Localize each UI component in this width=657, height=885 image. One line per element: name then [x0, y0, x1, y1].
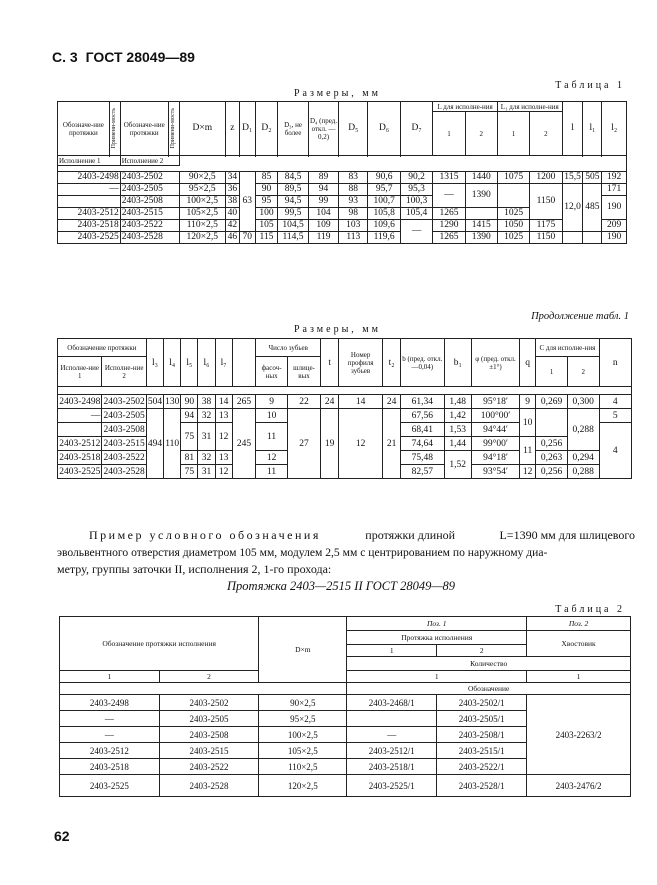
page-label: С. 3: [52, 49, 78, 65]
table1-label: Таблица 1: [555, 80, 625, 91]
t1-h-L-1: 1: [433, 112, 465, 156]
t1-h-L: L для исполне-ния: [433, 102, 498, 112]
table-row: 2403-2518 2403-2522 81 32 13 12 75,48 1,52 94°18′ 0,263 0,294: [58, 451, 632, 465]
t2-h-designation: Обозначение протяжки: [58, 339, 147, 357]
t1-h-applic2: Примени-мость: [169, 108, 176, 149]
t1-ex1: Исполнение 1: [58, 156, 121, 166]
table-row: — 2403-2505 95×2,5 2403-2505/1: [60, 711, 631, 727]
table-row: 2403-2512 2403-2515 105×2,5 40 100 99,5 104 98 105,8 105,4 1265 1025: [58, 208, 627, 220]
table-row: — 2403-2508 100×2,5 — 2403-2508/1: [60, 727, 631, 743]
table-row: 2403-2498 2403-2502 90×2,5 34 63 85 84,5 89 83 90,6 90,2 1315 1440 1075 1200 15,5 505 192: [58, 172, 627, 184]
table2: Обозначение протяжки исполнения D×m Поз. 1 Поз. 2 Протяжка исполнения Хвостовик 1 2 Количество 1 2 1 1 Обозначение 2403-2498 2403-2502 90×2,5 2403-2468/1 2403-2502/1 2403-2263/2 — 2403-2505 95×2,5 2403-2505/1 — 2403-2508 100×2,5 — 2403-2508/1 2403-2512 2403-2515 105×2,5 2403-2512/1 2403-2515/1 2403-2518 2403-2522 110×2,5 2403-2518/1 2403-2522/1 2403-2525 2403-2528 120×2,5 2403-2525/1 2403-2528/1 2403-2476/2: [59, 616, 631, 797]
table-row: 2403-2508 75 31 12 11 68,41 1,53 94°44′ 4: [58, 423, 632, 437]
table1: [57, 101, 627, 244]
table-row: 2403-2518 2403-2522 110×2,5 2403-2518/1 2403-2522/1: [60, 759, 631, 775]
t1-h-L1: L₁ для исполне-ния: [497, 102, 562, 112]
table2-label: Таблица 2: [555, 604, 625, 615]
page-number: 62: [54, 828, 70, 844]
gost-number: ГОСТ 28049—89: [85, 49, 195, 65]
t1-h-applic1: Примени-мость: [110, 108, 117, 149]
t1-h-dxm: D×m: [179, 102, 225, 156]
t1-h-L1-1: 1: [497, 112, 529, 156]
table-row: 2403-2512 2403-2515 74,64 1,44 99°00′ 11 0,256: [58, 437, 632, 451]
table-row: — 2403-2505 95×2,5 36 90 89,5 94 88 95,7 95,3 — 1390 1150 12,0 485 171: [58, 184, 627, 196]
t1-h-D6: D₆: [368, 102, 400, 156]
table-row: — 2403-2505 494 110 94 32 13 245 10 27 19 12 21 67,56 1,42 100°00′ 10 0,288 5: [58, 409, 632, 423]
table-row: 2403-2498 2403-2502 504 130 90 38 14 265 9 22 24 14 24 61,34 1,48 95°18′ 9 0,269 0,300 4: [58, 395, 632, 409]
example-paragraph: Пример условного обозначения протяжки длиной L=1390 мм для шлицевого эвольвентного отверстия диаметром 105 мм, модулем 2,5 мм с центрированием по наружному диа- метру, группы заточки II, исполнения 2, 1-го прохода: Протяжка 2403—2515 II ГОСТ 28049—89: [57, 528, 635, 593]
table-row: 2403-2525 2403-2528 75 31 12 11 82,57 93°54′ 12 0,256 0,288: [58, 465, 632, 479]
t1-h-D7: D₇: [400, 102, 432, 156]
sizes-caption-2: Размеры, мм: [294, 324, 381, 335]
t1-h-L1-2: 2: [530, 112, 562, 156]
t1-h-l1: l₁: [583, 102, 602, 156]
example-designation: Протяжка 2403—2515 II ГОСТ 28049—89: [227, 579, 455, 593]
t1-h-designation: Обозначе-ние протяжки: [58, 102, 110, 156]
t1-h-D4: D₄ (пред. откл. —0,2): [308, 102, 338, 156]
t1-h-z: z: [225, 102, 239, 156]
t1-h-D1: D₁: [239, 102, 255, 156]
t1-h-D2: D₂: [255, 102, 278, 156]
table1-continued: Обозначение протяжки l₃ l₄ l₅ l₆ l₇ Число зубьев t Номер профиля зубьев t₂ b (пред. откл. —0,04) b₁ φ (пред. откл. ±1°) q C для исполне-ния n Исполне-ние 1 Исполне-ние 2 фасоч-ных шлице-вых 1 2 2403-2498 2403-2502 504 130 90 38 14 265 9 22 24 14 24 61,34 1,48 95°18′ 9 0,269 0,300 4 — 2403-2505 494 110 94 32 13 245 10 27 19 12 21 67,56 1,42 100°00′ 10 0,288 5 2403-2508 75 31 12 11 68,41 1,53 94°44′ 4 2403-2512 2403-2515 74,64 1,44 99°00′ 11 0,256 2403-2518 2403-2522 81 32 13 12 75,48 1,52 94°18′ 0,263 0,294 2403-2525 2403-2528 75 31 12 11 82,57 93°54′ 12 0,256 0,288: [57, 338, 632, 479]
sizes-caption-1: Размеры, мм: [294, 88, 381, 99]
table-row: 2403-2525 2403-2528 120×2,5 46 70 115 114,5 119 113 119,6 1265 1390 1025 1150 190: [58, 232, 627, 244]
table-row: 2403-2508 100×2,5 38 95 94,5 99 93 100,7 100,3 190: [58, 196, 627, 208]
table-row: 2403-2518 2403-2522 110×2,5 42 105 104,5 109 103 109,6 — 1290 1415 1050 1175 209: [58, 220, 627, 232]
t1-h-L-2: 2: [465, 112, 497, 156]
table-row: 2403-2525 2403-2528 120×2,5 2403-2525/1 2403-2528/1 2403-2476/2: [60, 775, 631, 797]
t1-ex2: Исполнение 2: [120, 156, 179, 166]
page-header: [52, 49, 195, 65]
t1-h-D3: D₃, не более: [278, 102, 309, 156]
t1-h-designation2: Обозначе-ние протяжки: [120, 102, 168, 156]
table-row: 2403-2512 2403-2515 105×2,5 2403-2512/1 2403-2515/1: [60, 743, 631, 759]
table-row: 2403-2498 2403-2502 90×2,5 2403-2468/1 2403-2502/1 2403-2263/2: [60, 695, 631, 711]
continuation-label: Продолжение табл. 1: [531, 311, 629, 322]
t1-h-D5: D₅: [339, 102, 368, 156]
t1-h-l: l: [562, 102, 583, 156]
t1-h-l2: l₂: [602, 102, 627, 156]
